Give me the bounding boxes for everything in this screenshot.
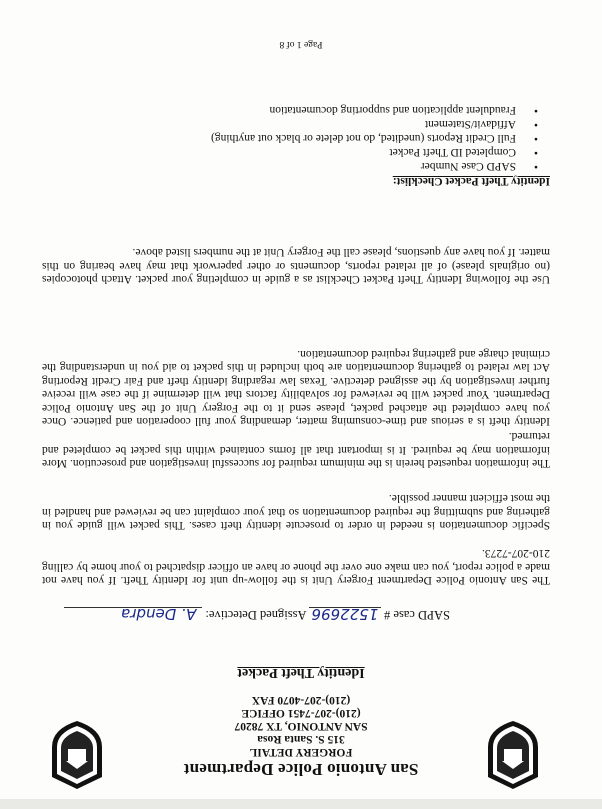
fax-number: (210)-207-4070 FAX (251, 694, 351, 706)
list-item: • Completed ID Theft Packet (211, 145, 538, 159)
case-line (64, 607, 450, 623)
city-state-zip: SAN ANTONIO, TX 78207 (234, 720, 368, 732)
case-label: SAPD case # (384, 608, 450, 622)
checklist-title: Identity Theft Packet Checklist: (392, 175, 550, 187)
process-paragraph: Identity theft is a serious and time-consuming matter, demanding your full cooperation and patience. Once you have completed the attached packet, please send it to the Forgery Unit of the San Antonio Police Department. Your packet will be reviewed for solvability factors that will determine if the case will receive further investigation by the assigned detective. Texas law regarding identity theft and Fair Credit Reporting Act law related to gathering documentation are both included in this packet to aid you in understanding the criminal charge and gathering required documentation. (42, 347, 550, 427)
list-item: • Full Credit Reports (unedited, do not delete or black out anything) (211, 131, 538, 145)
detective-label: Assigned Detective: (205, 608, 307, 622)
office-phone: (210)-207-7451 OFFICE (241, 707, 361, 719)
checklist (211, 103, 538, 173)
scan-edge (0, 799, 602, 809)
page-title: Identity Theft Packet (237, 665, 365, 680)
department-name: San Antonio Police Department (183, 760, 419, 779)
intro-paragraph: The San Antonio Police Department Forgery Unit is the follow-up unit for Identity Theft. If you have not made a police report, you can make one over the phone or have an officer dispatched to your home by calling 210-207-7273. (42, 547, 550, 586)
page-number: Page 1 of 8 (279, 39, 323, 49)
case-number: 1522696 (309, 607, 381, 623)
street-address: 315 S. Santa Rosa (257, 733, 345, 745)
checklist-instructions-paragraph: Use the following Identity Theft Packet Checklist as a guide in completing your packet. Attach photocopies (no originals please) of all related reports, documents or other paperwork that may have bearing on this matter. If you have any questions, please call the Forgery Unit at the numbers listed above. (42, 246, 550, 285)
documentation-paragraph: Specific documentation is needed in order to prosecute identity theft cases. This packet will guide you in gathering and submitting the required documentation so that your complaint can be reviewed and handled in the most efficient manner possible. (42, 492, 550, 531)
list-item: • Affidavit/Statement (211, 117, 538, 131)
detective-signature: A. Dendra (64, 607, 202, 623)
requirements-paragraph: The information requested herein is the minimum required for successful investigation and prosecution. More information may be required. It is important that all forms contained within this packet be completed and returned. (42, 430, 550, 469)
list-item: • SAPD Case Number (211, 159, 538, 173)
division-name: FORGERY DETAIL (249, 746, 353, 758)
list-item: • Fraudulent application and supporting documentation (211, 103, 538, 117)
